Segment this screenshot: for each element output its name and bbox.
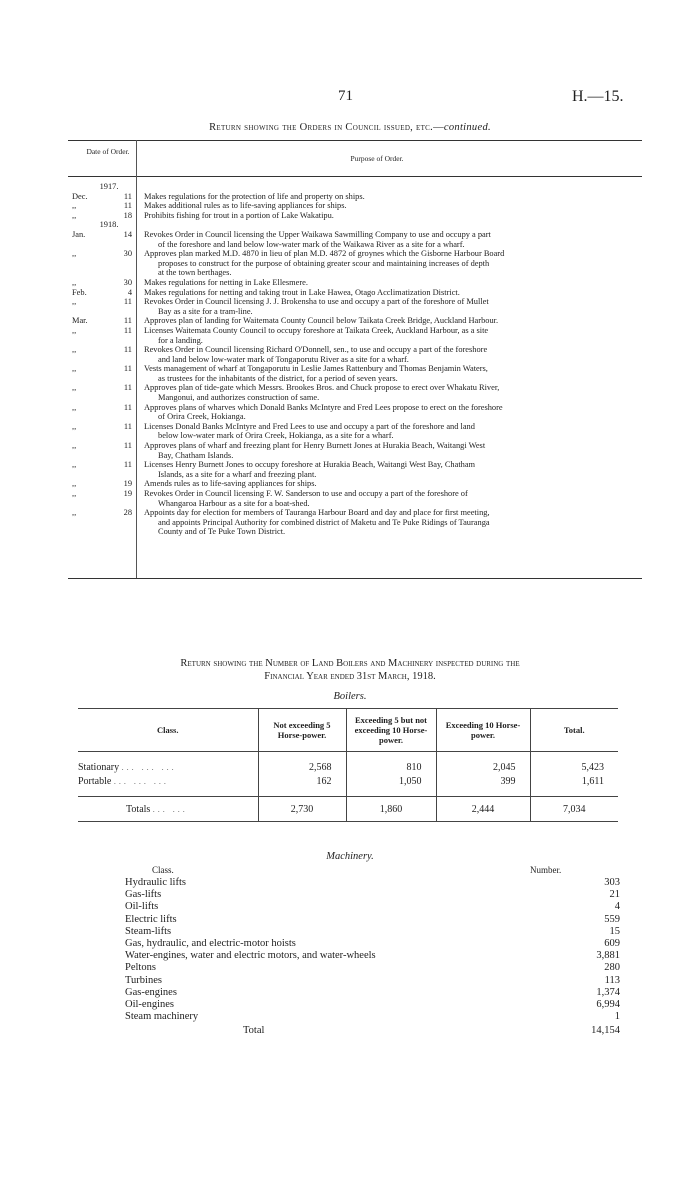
order-purpose	[144, 422, 630, 441]
order-month: ,,	[72, 277, 77, 287]
machinery-class: Oil-engines	[125, 999, 174, 1011]
list-item	[70, 201, 630, 211]
order-month: ,,	[72, 297, 77, 307]
order-purpose	[144, 383, 630, 402]
cell: 1,611	[530, 774, 618, 788]
order-day: 11	[123, 201, 132, 211]
purpose-line: below low-water mark of Orira Creek, Hokianga, as a site for a wharf.	[158, 431, 394, 441]
machinery-class: Electric lifts	[125, 913, 177, 925]
machinery-class: Steam machinery	[125, 1011, 199, 1023]
boilers-header-not-exceeding-5: Not exceeding 5 Horse-power.	[258, 709, 346, 752]
list-item	[125, 889, 620, 901]
order-purpose	[144, 441, 630, 460]
table-row	[78, 760, 618, 774]
purpose-line: Approves plan marked M.D. 4870 in lieu of plan M.D. 4872 of groynes which the Gisborne Harbour Board	[144, 249, 505, 259]
purpose-line: Licenses Henry Burnett Jones to occupy foreshore at Hurakia Beach, Waitangi West Bay, Chatham	[144, 460, 476, 470]
machinery-total-value: 14,154	[591, 1025, 620, 1037]
purpose-line: of Orira Creek, Hokianga.	[158, 412, 246, 422]
year-row	[70, 220, 630, 230]
orders-caption	[0, 122, 700, 133]
machinery-number: 1	[614, 1011, 620, 1023]
machinery-number: 1,374	[596, 986, 620, 998]
order-purpose	[144, 460, 630, 479]
year-label: 1917.	[99, 182, 119, 191]
purpose-line: Whangaroa Harbour as a site for a boat-shed.	[158, 498, 310, 508]
machinery-number: 113	[604, 974, 620, 986]
purpose-line: Approves plan of tide-gate which Messrs. Brookes Bros. and Chuck propose to erect over Whakatu River,	[144, 383, 500, 393]
order-month: ,,	[72, 402, 77, 412]
list-item	[70, 278, 630, 288]
order-date	[70, 345, 132, 355]
orders-caption-text: Return showing the Orders in Council issued, etc.—	[209, 122, 444, 133]
order-date	[70, 508, 132, 518]
machinery-title: Machinery.	[326, 851, 374, 862]
machinery-number: 21	[609, 889, 620, 901]
cell: 5,423	[530, 760, 618, 774]
boilers-header-row	[78, 709, 618, 752]
machinery-class: Gas, hydraulic, and electric-motor hoists	[125, 938, 296, 950]
order-day: 4	[127, 287, 132, 297]
order-purpose	[144, 201, 630, 211]
cell: 162	[258, 774, 346, 788]
order-date	[70, 403, 132, 413]
boilers-header-total: Total.	[530, 709, 618, 752]
list-item	[125, 999, 620, 1011]
order-purpose	[144, 508, 630, 537]
order-day: 11	[123, 297, 132, 307]
order-day: 11	[123, 402, 132, 412]
order-date	[70, 441, 132, 451]
order-day: 30	[123, 277, 132, 287]
order-month: ,,	[72, 421, 77, 431]
order-month: Feb.	[72, 287, 87, 297]
purpose-line: Prohibits fishing for trout in a portion of Lake Wakatipu.	[144, 210, 334, 220]
order-day: 11	[123, 316, 132, 326]
order-day: 11	[123, 345, 132, 355]
order-purpose	[144, 297, 630, 316]
order-month: ,,	[72, 210, 77, 220]
list-item	[70, 297, 630, 316]
boilers-header-exceeding-10: Exceeding 10 Horse-power.	[436, 709, 530, 752]
order-date	[70, 297, 132, 307]
totals-label: Totals ... ...	[126, 803, 188, 815]
order-date	[70, 460, 132, 470]
purpose-line: Licenses Donald Banks McIntyre and Fred Lees to use and occupy a part of the foreshore and land	[144, 421, 475, 431]
machinery-class: Turbines	[125, 974, 162, 986]
order-month: ,,	[72, 508, 77, 518]
order-date	[70, 220, 132, 230]
list-item	[70, 403, 630, 422]
list-item	[70, 489, 630, 508]
order-purpose	[144, 192, 630, 202]
machinery-class: Hydraulic lifts	[125, 877, 186, 888]
purpose-line: Amends rules as to life-saving appliances for ships.	[144, 479, 317, 489]
order-date	[70, 326, 132, 336]
order-date	[70, 364, 132, 374]
cell: 7,034	[530, 797, 618, 822]
list-item	[70, 345, 630, 364]
order-month: ,,	[72, 441, 77, 451]
totals-row	[78, 797, 618, 822]
purpose-line: Appoints day for election for members of Tauranga Harbour Board and day and place for first meeting,	[144, 508, 490, 518]
machinery-class: Oil-lifts	[125, 901, 159, 913]
machinery-list	[125, 877, 620, 1038]
purpose-line: Bay, Chatham Islands.	[158, 450, 234, 460]
order-month: ,,	[72, 479, 77, 489]
order-date	[70, 201, 132, 211]
purpose-line: at the town berthages.	[158, 268, 232, 278]
list-item	[70, 383, 630, 402]
order-day: 11	[123, 421, 132, 431]
order-date	[70, 489, 132, 499]
order-date	[70, 288, 132, 298]
orders-header-rule	[68, 176, 642, 177]
machinery-class: Water-engines, water and electric motors, and water-wheels	[125, 950, 376, 962]
purpose-line: Makes regulations for the protection of life and property on ships.	[144, 191, 365, 201]
list-item	[70, 288, 630, 298]
order-date	[70, 182, 132, 192]
list-item	[70, 211, 630, 221]
machinery-class: Steam-lifts	[125, 925, 172, 937]
order-month: ,,	[72, 249, 77, 259]
purpose-line: Revokes Order in Council licensing J. J. Brokensha to use and occupy a part of the foreshore of Mullet	[144, 297, 489, 307]
cell: 399	[436, 774, 530, 788]
order-month: Dec.	[72, 191, 88, 201]
order-purpose	[144, 288, 630, 298]
order-day: 11	[123, 460, 132, 470]
order-month: Jan.	[72, 229, 86, 239]
order-month: ,,	[72, 325, 77, 335]
row-label: Stationary ... ... ...	[78, 761, 177, 773]
order-day: 30	[123, 249, 132, 259]
order-date	[70, 278, 132, 288]
cell: 2,568	[258, 760, 346, 774]
order-month: Mar.	[72, 316, 88, 326]
order-purpose	[144, 345, 630, 364]
order-month: ,,	[72, 460, 77, 470]
purpose-line: Makes regulations for netting and taking trout in Lake Hawea, Otago Acclimatization District.	[144, 287, 460, 297]
machinery-number: 3,881	[596, 950, 620, 962]
cell: 1,860	[346, 797, 436, 822]
order-day: 11	[123, 441, 132, 451]
orders-list	[70, 182, 630, 537]
machinery-class: Gas-engines	[125, 986, 177, 998]
boilers-caption-line-1: Return showing the Number of Land Boilers and Machinery inspected during the	[180, 658, 520, 669]
boilers-header-class: Class.	[157, 725, 179, 735]
machinery-class: Gas-lifts	[125, 889, 162, 901]
order-date	[70, 316, 132, 326]
orders-caption-continued: continued.	[443, 122, 491, 133]
boilers-caption-line-2: Financial Year ended 31st March, 1918.	[264, 671, 436, 682]
row-label: Portable ... ... ...	[78, 775, 169, 787]
order-date	[70, 249, 132, 259]
purpose-line: as trustees for the inhabitants of the district, for a period of seven years.	[158, 373, 398, 383]
purpose-line: Mangonui, and authorizes construction of same.	[158, 393, 320, 403]
purpose-line: Approves plan of landing for Waitemata County Council below Taikata Creek Bridge, Auckland Harbour.	[144, 316, 499, 326]
machinery-number: 280	[604, 962, 620, 974]
order-day: 18	[123, 210, 132, 220]
orders-top-rule	[68, 140, 642, 141]
order-date	[70, 479, 132, 489]
list-item	[70, 479, 630, 489]
list-item	[125, 901, 620, 913]
order-month: ,,	[72, 201, 77, 211]
order-purpose	[144, 326, 630, 345]
list-item	[125, 987, 620, 999]
order-month: ,,	[72, 364, 77, 374]
list-item	[70, 364, 630, 383]
list-item	[70, 326, 630, 345]
purpose-line: of the foreshore and land below low-water mark of the Waikawa River as a site for a wharf.	[158, 239, 465, 249]
purpose-line: Makes regulations for netting in Lake Ellesmere.	[144, 277, 308, 287]
order-purpose	[144, 211, 630, 221]
list-item	[125, 975, 620, 987]
machinery-number: 15	[609, 925, 620, 937]
list-item	[70, 230, 630, 249]
machinery-number: 609	[604, 938, 620, 950]
orders-bottom-rule	[68, 578, 642, 579]
purpose-line: Approves plans of wharf and freezing plant for Henry Burnett Jones at Hurakia Beach, Waitangi West	[144, 441, 486, 451]
list-item	[125, 926, 620, 938]
purpose-line: Islands, as a site for a wharf and freezing plant.	[158, 469, 317, 479]
table-row	[78, 774, 618, 788]
list-item	[70, 441, 630, 460]
machinery-number-header: Number.	[530, 865, 562, 875]
list-item	[125, 877, 620, 889]
order-day: 19	[123, 479, 132, 489]
purpose-line: Makes additional rules as to life-saving appliances for ships.	[144, 201, 347, 211]
machinery-class-header: Class.	[152, 865, 174, 875]
list-item	[125, 914, 620, 926]
order-day: 28	[123, 508, 132, 518]
boilers-header-5-to-10: Exceeding 5 but not exceeding 10 Horse-power.	[346, 709, 436, 752]
boilers-table	[78, 708, 618, 822]
boilers-title: Boilers.	[333, 691, 367, 702]
date-column-header: Date of Order.	[86, 147, 130, 156]
order-day: 11	[123, 191, 132, 201]
order-purpose	[144, 249, 630, 278]
order-day: 14	[123, 229, 132, 239]
purpose-line: proposes to construct for the purpose of obtaining greater scour and maintaining increases of depth	[158, 258, 490, 268]
purpose-line: County and of Te Puke Town District.	[158, 527, 286, 537]
cell: 2,444	[436, 797, 530, 822]
machinery-total-row	[125, 1025, 620, 1037]
year-label: 1918.	[99, 220, 119, 230]
purpose-line: and appoints Principal Authority for combined district of Maketu and Te Puke Ridings of Tauranga	[158, 517, 490, 527]
machinery-total-label: Total	[243, 1025, 265, 1037]
purpose-line: Licenses Waitemata County Council to occupy foreshore at Taikata Creek, Auckland Harbour, as a site	[144, 325, 489, 335]
list-item	[70, 460, 630, 479]
cell: 1,050	[346, 774, 436, 788]
purpose-column-header: Purpose of Order.	[350, 154, 404, 163]
list-item	[125, 938, 620, 950]
order-purpose	[144, 403, 630, 422]
machinery-number: 4	[614, 901, 620, 913]
order-purpose	[144, 364, 630, 383]
machinery-number: 6,994	[596, 999, 620, 1011]
order-date	[70, 192, 132, 202]
machinery-number: 559	[604, 913, 620, 925]
list-item	[70, 508, 630, 537]
list-item	[70, 249, 630, 278]
purpose-line: Bay as a site for a tram-line.	[158, 306, 253, 316]
purpose-line: Vests management of wharf at Tongaporutu in Leslie James Rattenbury and Thomas Benjamin Waters,	[144, 364, 488, 374]
order-day: 11	[123, 383, 132, 393]
order-date	[70, 383, 132, 393]
order-date	[70, 230, 132, 240]
order-date	[70, 211, 132, 221]
order-month: ,,	[72, 489, 77, 498]
order-purpose	[144, 479, 630, 489]
machinery-class: Peltons	[125, 962, 156, 974]
list-item	[125, 950, 620, 962]
purpose-line: Approves plans of wharves which Donald Banks McIntyre and Fred Lees propose to erect on the foreshore	[144, 402, 503, 412]
order-month: ,,	[72, 345, 77, 355]
order-month: ,,	[72, 383, 77, 393]
list-item	[70, 422, 630, 441]
list-item	[125, 962, 620, 974]
purpose-line: Revokes Order in Council licensing the Upper Waikawa Sawmilling Company to use and occupy a part	[144, 229, 491, 239]
order-purpose	[144, 230, 630, 249]
list-item	[125, 1011, 620, 1023]
cell: 810	[346, 760, 436, 774]
cell: 2,045	[436, 760, 530, 774]
order-day: 11	[123, 364, 132, 374]
machinery-number: 303	[604, 877, 620, 888]
cell: 2,730	[258, 797, 346, 822]
order-purpose	[144, 316, 630, 326]
year-row	[70, 182, 630, 192]
purpose-line: Revokes Order in Council licensing F. W. Sanderson to use and occupy a part of the foreshore of	[144, 489, 468, 498]
list-item	[70, 192, 630, 202]
order-purpose	[144, 278, 630, 288]
order-day: 11	[123, 325, 132, 335]
boilers-caption	[60, 657, 640, 683]
list-item	[70, 316, 630, 326]
purpose-line: and land below low-water mark of Tongaporutu River as a site for a wharf.	[158, 354, 409, 364]
order-date	[70, 422, 132, 432]
purpose-line: Revokes Order in Council licensing Richard O'Donnell, sen., to use and occupy a part of the foreshore	[144, 345, 488, 355]
order-day: 19	[123, 489, 132, 498]
document-reference: H.—15.	[572, 88, 624, 105]
page-number: 71	[338, 88, 353, 104]
order-purpose	[144, 489, 630, 508]
purpose-line: for a landing.	[158, 335, 203, 345]
